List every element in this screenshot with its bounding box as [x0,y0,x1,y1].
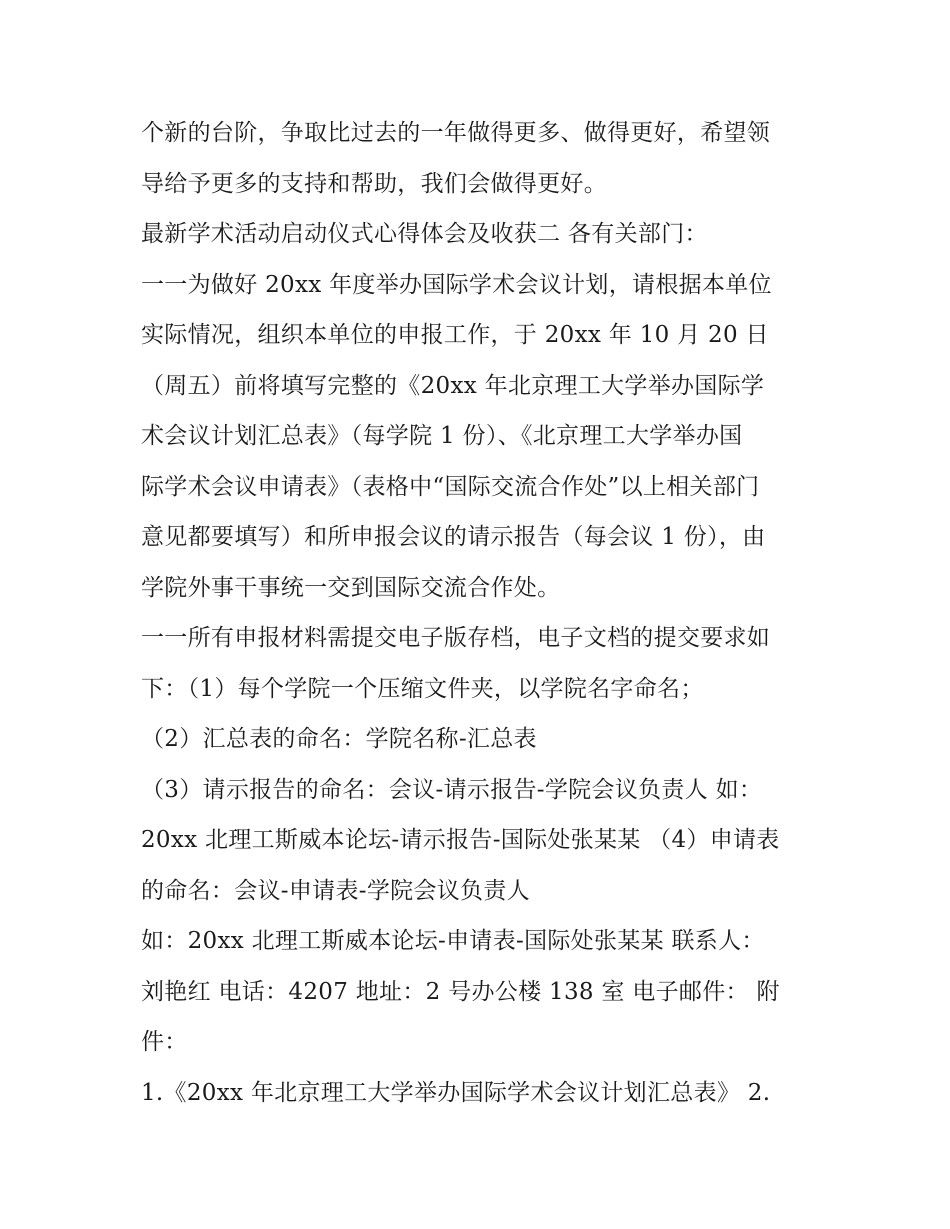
text-line: 际学术会议申请表》（表格中“国际交流合作处”以上相关部门 [141,473,760,500]
text-line: 个新的台阶，争取比过去的一年做得更多、做得更好，希望领 [141,120,771,146]
text-line: 实际情况，组织本单位的申报工作，于 20xx 年 10 月 20 日 [141,322,769,348]
text-line: 的命名：会议-申请表-学院会议负责人 [141,877,530,904]
text-line: 术会议计划汇总表》（每学院 1 份）、《北京理工大学举办国 [141,423,743,449]
contact-line: 刘艳红 电话：4207 地址：2 号办公楼 138 室 电子邮件： 附 [141,978,780,1005]
text-line: （2）汇总表的命名：学院名称-汇总表 [141,726,537,752]
section-heading: 最新学术活动启动仪式心得体会及收获二 各有关部门： [141,221,708,247]
text-line: 意见都要填写）和所申报会议的请示报告（每会议 1 份），由 [141,524,766,550]
text-line: 一一所有申报材料需提交电子版存档，电子文档的提交要求如 [141,625,771,651]
text-line: 如：20xx 北理工斯威本论坛-申请表-国际处张某某 联系人： [141,928,765,954]
text-line: （周五）前将填写完整的《20xx 年北京理工大学举办国际学 [141,372,765,399]
text-line: （3）请示报告的命名：会议-请示报告-学院会议负责人 如： [141,776,763,803]
text-line: 一一为做好 20xx 年度举办国际学术会议计划，请根据本单位 [141,271,772,298]
text-line: 导给予更多的支持和帮助，我们会做得更好。 [141,170,607,197]
text-line: 件： [141,1029,188,1055]
text-line: 学院外事干事统一交到国际交流合作处。 [141,574,561,601]
document-body [141,108,821,1118]
attachment-line: 1.《20xx 年北京理工大学举办国际学术会议计划汇总表》 2. [141,1079,771,1106]
text-line: 下：（1）每个学院一个压缩文件夹，以学院名字命名； [141,675,704,702]
text-line: 20xx 北理工斯威本论坛-请示报告-国际处张某某 （4）申请表 [141,827,780,853]
